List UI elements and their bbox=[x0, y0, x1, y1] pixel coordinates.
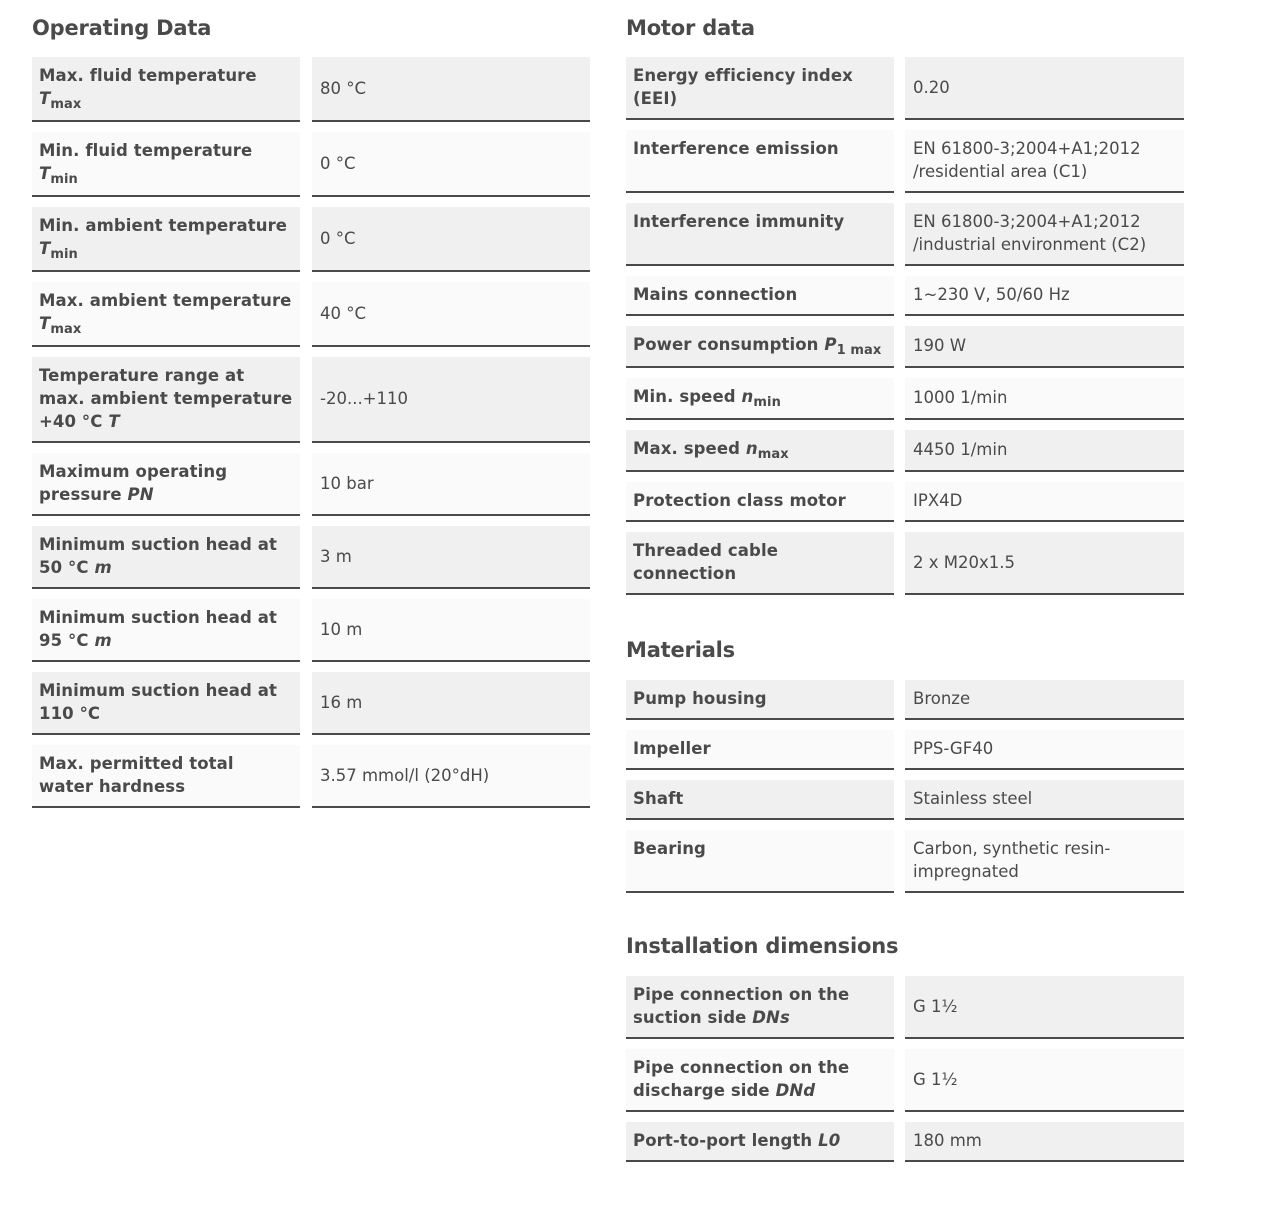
spec-row bbox=[626, 378, 1184, 420]
right-column bbox=[626, 0, 1184, 1172]
spec-label-cell bbox=[626, 976, 894, 1039]
spec-value: EN 61800-3;2004+A1;2012 /residential area (C1) bbox=[913, 139, 1141, 181]
spec-value-cell bbox=[905, 326, 1184, 368]
spec-symbol: m bbox=[94, 558, 112, 577]
spec-label-cell bbox=[32, 453, 300, 516]
spec-row bbox=[32, 207, 590, 272]
spec-value: 0.20 bbox=[913, 77, 950, 97]
spec-label: Pipe connection on the discharge side bbox=[633, 1058, 850, 1100]
spec-symbol: T bbox=[39, 239, 51, 258]
spec-value-cell bbox=[312, 357, 590, 443]
spec-symbol-subscript: max bbox=[50, 97, 82, 112]
spec-value: Carbon, synthetic resin-impregnated bbox=[913, 839, 1111, 881]
spec-label-cell bbox=[626, 203, 894, 266]
installation-dimensions-table bbox=[626, 976, 1184, 1162]
spec-label-cell bbox=[626, 326, 894, 368]
spec-row bbox=[626, 680, 1184, 720]
spec-value-cell bbox=[905, 680, 1184, 720]
spec-row bbox=[32, 745, 590, 808]
spec-value: PPS-GF40 bbox=[913, 739, 994, 758]
spec-label-cell bbox=[626, 378, 894, 420]
spec-label: Minimum suction head at 95 °C bbox=[39, 608, 278, 650]
spec-row bbox=[626, 976, 1184, 1039]
spec-value-cell bbox=[905, 532, 1184, 595]
spec-value-cell bbox=[312, 526, 590, 589]
spec-label: Shaft bbox=[633, 789, 684, 808]
spec-value: 190 W bbox=[913, 336, 967, 355]
spec-label: Energy efficiency index (EEI) bbox=[633, 66, 853, 108]
spec-row bbox=[626, 130, 1184, 193]
spec-label-cell bbox=[626, 57, 894, 120]
spec-label-cell bbox=[626, 1049, 894, 1112]
spec-row bbox=[32, 453, 590, 516]
spec-value-cell bbox=[905, 430, 1184, 472]
spec-symbol: m bbox=[94, 631, 112, 650]
spec-row bbox=[626, 276, 1184, 316]
spec-label-cell bbox=[32, 357, 300, 443]
spec-label-cell bbox=[626, 1122, 894, 1162]
spec-label: Impeller bbox=[633, 739, 711, 758]
spec-symbol: P bbox=[824, 335, 837, 354]
spec-symbol: T bbox=[39, 164, 51, 183]
spec-row bbox=[626, 1122, 1184, 1162]
spec-label: Pipe connection on the suction side bbox=[633, 985, 850, 1027]
spec-value: 1000 1/min bbox=[913, 388, 1008, 407]
materials-table bbox=[626, 680, 1184, 893]
section-title-operating-data: Operating Data bbox=[32, 16, 212, 40]
spec-value: 4450 1/min bbox=[913, 440, 1008, 459]
spec-row bbox=[626, 532, 1184, 595]
spec-label-cell bbox=[626, 730, 894, 770]
section-title-materials: Materials bbox=[626, 638, 735, 662]
spec-symbol: T bbox=[39, 89, 51, 108]
spec-value: 0 °C bbox=[320, 153, 356, 173]
spec-value-cell bbox=[905, 830, 1184, 893]
spec-label-cell bbox=[626, 276, 894, 316]
spec-label: Max. speed bbox=[633, 439, 741, 458]
spec-symbol-subscript: 1 max bbox=[836, 343, 882, 358]
spec-value: 1~230 V, 50/60 Hz bbox=[913, 285, 1070, 304]
spec-value: 10 m bbox=[320, 619, 363, 639]
spec-label-cell bbox=[626, 130, 894, 193]
spec-label: Maximum operating pressure bbox=[39, 462, 228, 504]
spec-value: 2 x M20x1.5 bbox=[913, 552, 1015, 572]
spec-value: IPX4D bbox=[913, 491, 963, 510]
spec-symbol: T bbox=[39, 314, 51, 333]
spec-value-cell bbox=[312, 745, 590, 808]
spec-value-cell bbox=[905, 482, 1184, 522]
spec-label-cell bbox=[32, 282, 300, 347]
spec-row bbox=[626, 730, 1184, 770]
spec-value-cell bbox=[312, 453, 590, 516]
spec-label: Port-to-port length bbox=[633, 1131, 813, 1150]
spec-value-cell bbox=[312, 599, 590, 662]
spec-label: Min. fluid temperature bbox=[39, 141, 253, 160]
spec-label-cell bbox=[626, 482, 894, 522]
spec-value-cell bbox=[905, 130, 1184, 193]
spec-symbol-subscript: min bbox=[50, 172, 78, 187]
spec-row bbox=[626, 780, 1184, 820]
spec-label: Minimum suction head at 50 °C bbox=[39, 535, 278, 577]
spec-label: Temperature range at max. ambient temperature +40 °C bbox=[39, 366, 293, 431]
spec-value-cell bbox=[905, 57, 1184, 120]
spec-value-cell bbox=[905, 276, 1184, 316]
spec-symbol: L0 bbox=[818, 1131, 841, 1150]
spec-value: 16 m bbox=[320, 692, 363, 712]
spec-label: Max. fluid temperature bbox=[39, 66, 257, 85]
spec-label: Interference emission bbox=[633, 139, 839, 158]
spec-symbol-subscript: min bbox=[753, 395, 781, 410]
spec-label: Max. permitted total water hardness bbox=[39, 754, 234, 796]
spec-value-cell bbox=[312, 132, 590, 197]
spec-row bbox=[32, 672, 590, 735]
spec-symbol: DNs bbox=[752, 1008, 790, 1027]
spec-value: 3.57 mmol/l (20°dH) bbox=[320, 765, 490, 785]
motor-data-table bbox=[626, 57, 1184, 595]
spec-label: Min. ambient temperature bbox=[39, 216, 288, 235]
spec-value-cell bbox=[905, 730, 1184, 770]
spec-row bbox=[626, 430, 1184, 472]
spec-value: 10 bar bbox=[320, 473, 374, 493]
spec-label-cell bbox=[626, 830, 894, 893]
spec-label-cell bbox=[626, 430, 894, 472]
spec-label: Minimum suction head at 110 °C bbox=[39, 681, 278, 723]
spec-value: 180 mm bbox=[913, 1131, 982, 1150]
spec-value: -20...+110 bbox=[320, 389, 409, 408]
spec-symbol: T bbox=[108, 412, 120, 431]
spec-symbol: PN bbox=[127, 485, 154, 504]
spec-value: 0 °C bbox=[320, 228, 356, 248]
operating-data-table bbox=[32, 57, 590, 808]
spec-symbol-subscript: max bbox=[757, 447, 789, 462]
spec-label: Power consumption bbox=[633, 335, 819, 354]
spec-label-cell bbox=[626, 680, 894, 720]
spec-symbol: n bbox=[745, 439, 758, 458]
spec-value-cell bbox=[905, 203, 1184, 266]
spec-row bbox=[32, 282, 590, 347]
spec-label-cell bbox=[32, 672, 300, 735]
spec-value-cell bbox=[312, 57, 590, 122]
spec-value-cell bbox=[312, 207, 590, 272]
section-title-motor-data: Motor data bbox=[626, 16, 755, 40]
spec-value: 40 °C bbox=[320, 303, 367, 323]
spec-label: Pump housing bbox=[633, 689, 767, 708]
spec-symbol: DNd bbox=[775, 1081, 816, 1100]
spec-row bbox=[626, 326, 1184, 368]
spec-value-cell bbox=[905, 1122, 1184, 1162]
spec-row bbox=[626, 830, 1184, 893]
spec-value-cell bbox=[905, 378, 1184, 420]
spec-row bbox=[32, 132, 590, 197]
spec-label-cell bbox=[32, 207, 300, 272]
left-column bbox=[32, 0, 590, 818]
spec-value: EN 61800-3;2004+A1;2012 /industrial environment (C2) bbox=[913, 212, 1147, 254]
spec-label: Mains connection bbox=[633, 285, 798, 304]
spec-label: Protection class motor bbox=[633, 491, 846, 510]
spec-value: 3 m bbox=[320, 546, 352, 566]
spec-label: Min. speed bbox=[633, 387, 736, 406]
spec-row bbox=[626, 203, 1184, 266]
spec-value: Stainless steel bbox=[913, 789, 1033, 808]
spec-value-cell bbox=[905, 1049, 1184, 1112]
spec-row bbox=[32, 599, 590, 662]
spec-label-cell bbox=[32, 57, 300, 122]
spec-value-cell bbox=[905, 780, 1184, 820]
spec-value-cell bbox=[312, 282, 590, 347]
spec-row bbox=[32, 357, 590, 443]
spec-row bbox=[32, 526, 590, 589]
spec-value-cell bbox=[312, 672, 590, 735]
spec-row bbox=[626, 1049, 1184, 1112]
spec-value-cell bbox=[905, 976, 1184, 1039]
spec-label-cell bbox=[32, 599, 300, 662]
spec-value: G 1½ bbox=[913, 996, 958, 1016]
section-title-installation-dimensions: Installation dimensions bbox=[626, 934, 899, 958]
spec-label: Threaded cable connection bbox=[633, 541, 778, 583]
spec-label: Max. ambient temperature bbox=[39, 291, 292, 310]
spec-symbol: n bbox=[741, 387, 754, 406]
spec-label-cell bbox=[626, 532, 894, 595]
spec-row bbox=[32, 57, 590, 122]
spec-label-cell bbox=[32, 132, 300, 197]
spec-label-cell bbox=[626, 780, 894, 820]
spec-label: Interference immunity bbox=[633, 212, 845, 231]
spec-label-cell bbox=[32, 526, 300, 589]
spec-row bbox=[626, 482, 1184, 522]
spec-value: G 1½ bbox=[913, 1069, 958, 1089]
spec-value: Bronze bbox=[913, 689, 971, 708]
spec-symbol-subscript: max bbox=[50, 322, 82, 337]
spec-label-cell bbox=[32, 745, 300, 808]
spec-label: Bearing bbox=[633, 839, 706, 858]
spec-value: 80 °C bbox=[320, 78, 367, 98]
spec-row bbox=[626, 57, 1184, 120]
spec-symbol-subscript: min bbox=[50, 247, 78, 262]
